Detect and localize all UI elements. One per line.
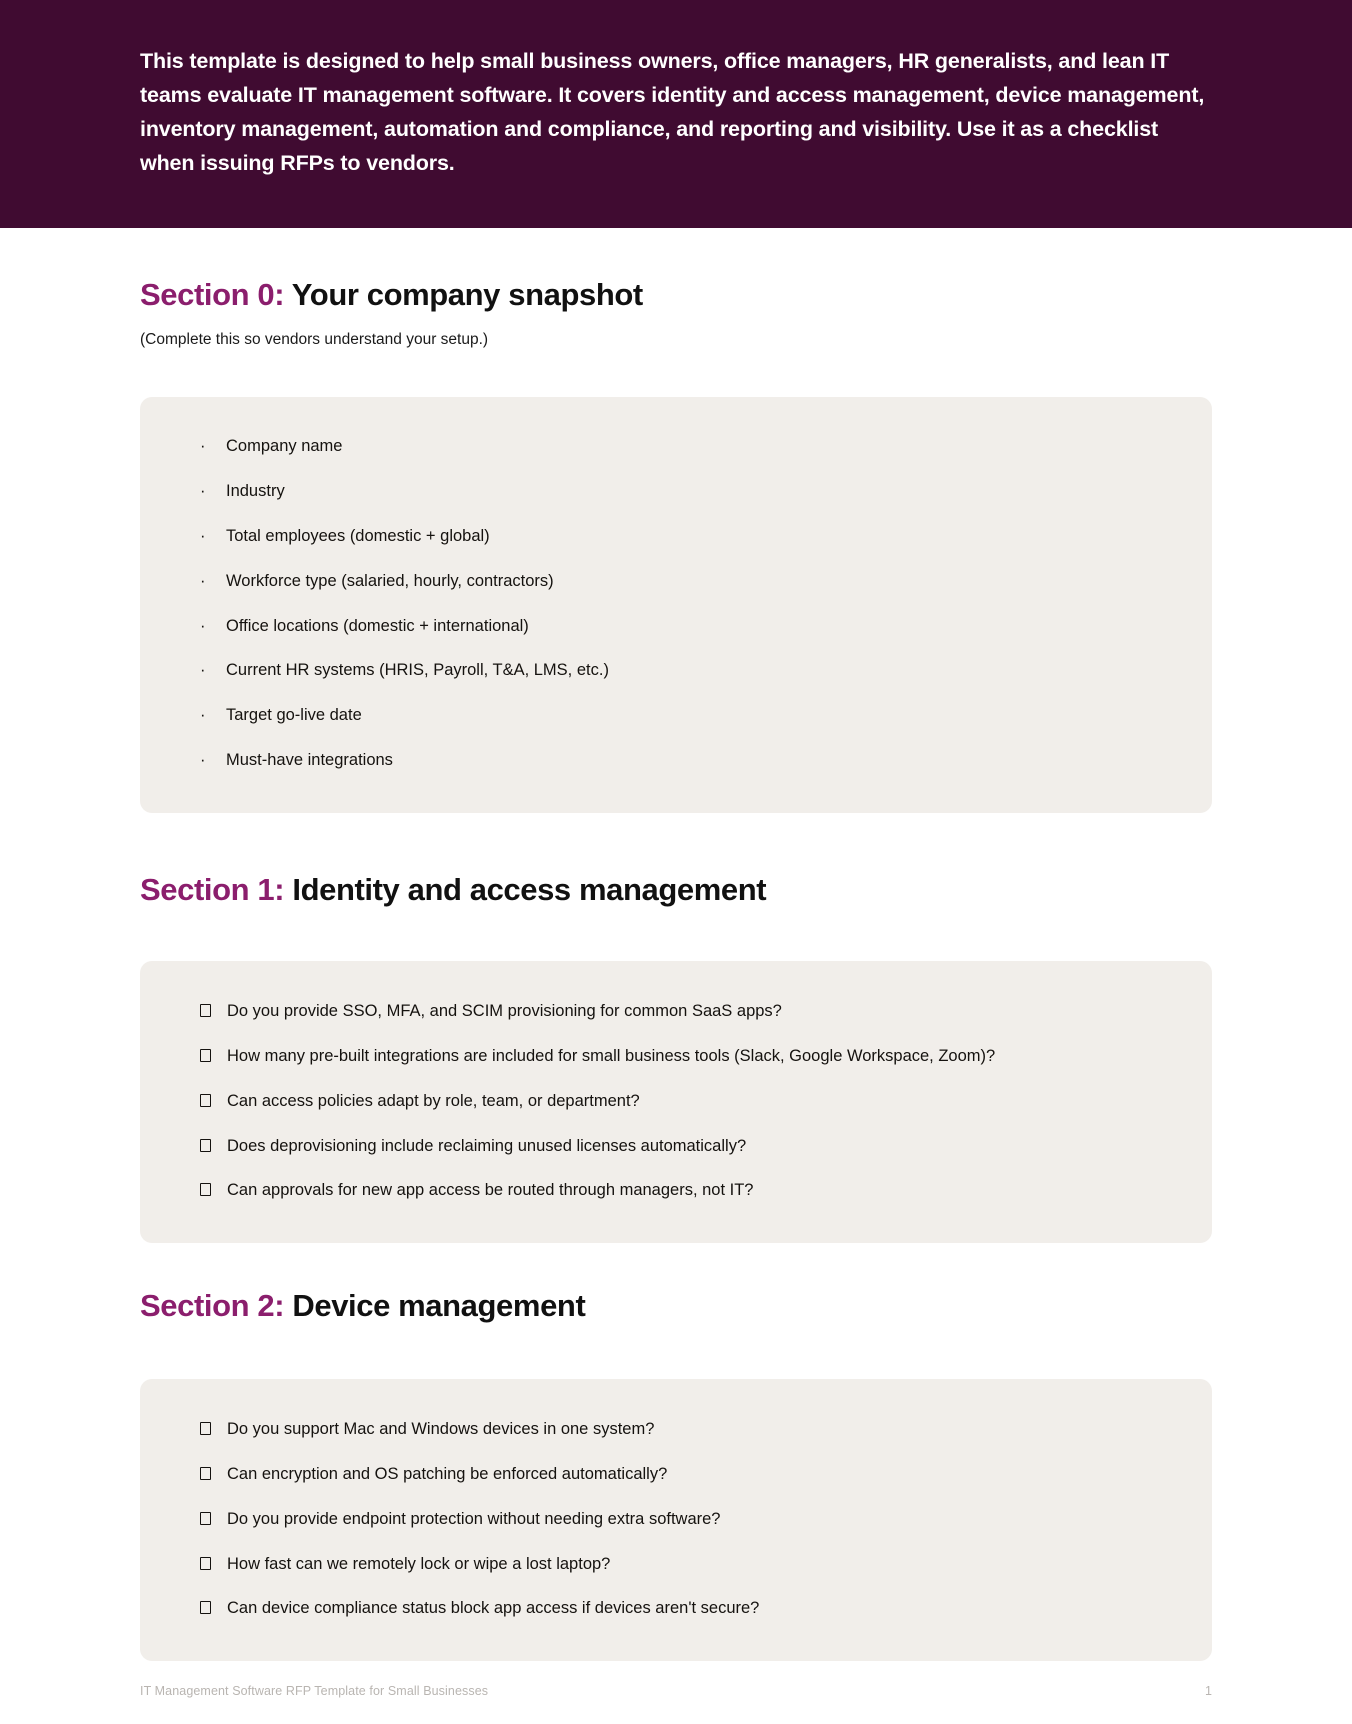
bullet-icon: ·: [200, 706, 206, 725]
checklist-item[interactable]: [200, 1462, 1152, 1487]
list-item: [200, 480, 1152, 504]
document-body: [0, 276, 1352, 1661]
checklist-item-label: Can device compliance status block app access if devices aren't secure?: [227, 1599, 760, 1618]
section-2-card: [140, 1379, 1212, 1661]
checkbox-icon[interactable]: [200, 1004, 211, 1017]
bullet-icon: ·: [200, 661, 206, 680]
footer-document-title: IT Management Software RFP Template for Small Businesses: [140, 1684, 489, 1698]
bullet-icon: ·: [200, 751, 206, 770]
checkbox-icon[interactable]: [200, 1557, 211, 1570]
checkbox-icon[interactable]: [200, 1183, 211, 1196]
checklist-item-label: Do you support Mac and Windows devices in one system?: [227, 1420, 655, 1439]
checklist-item-label: Do you provide SSO, MFA, and SCIM provisioning for common SaaS apps?: [227, 1002, 782, 1021]
checkbox-icon[interactable]: [200, 1512, 211, 1525]
section-0-title: Your company snapshot: [284, 277, 643, 312]
section-0-card: [140, 397, 1212, 813]
checklist-item[interactable]: [200, 1552, 1152, 1577]
section-2: [140, 1287, 1212, 1661]
bullet-icon: ·: [200, 481, 206, 500]
list-item: [200, 704, 1152, 728]
list-item-label: Total employees (domestic + global): [226, 526, 490, 545]
list-item-label: Company name: [226, 436, 343, 455]
checklist-item-label: Do you provide endpoint protection without needing extra software?: [227, 1509, 721, 1528]
section-2-number: Section 2:: [140, 1288, 285, 1324]
section-1-heading: [140, 871, 1212, 908]
footer-page-number: 1: [1204, 1684, 1212, 1698]
list-item-label: Must-have integrations: [226, 751, 393, 770]
checklist-item[interactable]: [200, 999, 1152, 1024]
section-1-card: [140, 961, 1212, 1243]
page-footer: [140, 1684, 1212, 1698]
list-item-label: Workforce type (salaried, hourly, contractors): [226, 571, 554, 590]
checklist-item-label: Can encryption and OS patching be enforced automatically?: [227, 1465, 668, 1484]
section-1-number: Section 1:: [140, 872, 285, 908]
list-item-label: Current HR systems (HRIS, Payroll, T&A, LMS, etc.): [226, 661, 609, 680]
section-2-heading: [140, 1287, 1212, 1324]
list-item: [200, 749, 1152, 773]
checkbox-icon[interactable]: [200, 1422, 211, 1435]
section-1-title: Identity and access management: [284, 872, 767, 908]
section-0-number: Section 0:: [140, 277, 285, 312]
checklist-item-label: Does deprovisioning include reclaiming unused licenses automatically?: [227, 1136, 747, 1155]
checklist-item[interactable]: [200, 1417, 1152, 1442]
list-item: [200, 570, 1152, 594]
header-banner: [0, 0, 1352, 228]
checkbox-icon[interactable]: [200, 1601, 211, 1614]
checkbox-icon[interactable]: [200, 1094, 211, 1107]
checklist-item[interactable]: [200, 1178, 1152, 1203]
list-item: [200, 435, 1152, 459]
section-0: [140, 276, 1212, 813]
section-2-title: Device management: [284, 1288, 586, 1324]
list-item: [200, 525, 1152, 549]
bullet-icon: ·: [200, 616, 206, 635]
list-item-label: Office locations (domestic + international): [226, 616, 529, 635]
device-management-checklist: [200, 1417, 1152, 1621]
identity-access-checklist: [200, 999, 1152, 1203]
checklist-item[interactable]: [200, 1134, 1152, 1159]
checklist-item-label: How many pre-built integrations are included for small business tools (Slack, Google Workspace, Zoom)?: [227, 1047, 996, 1066]
company-snapshot-list: [200, 435, 1152, 773]
checkbox-icon[interactable]: [200, 1049, 211, 1062]
checkbox-icon[interactable]: [200, 1467, 211, 1480]
list-item: [200, 615, 1152, 639]
bullet-icon: ·: [200, 436, 206, 455]
checklist-item-label: Can access policies adapt by role, team, or department?: [227, 1091, 640, 1110]
checkbox-icon[interactable]: [200, 1139, 211, 1152]
section-0-heading: [140, 276, 1212, 313]
section-1: [140, 871, 1212, 1243]
bullet-icon: ·: [200, 571, 206, 590]
list-item: [200, 659, 1152, 683]
checklist-item-label: How fast can we remotely lock or wipe a lost laptop?: [227, 1554, 611, 1573]
bullet-icon: ·: [200, 526, 206, 545]
list-item-label: Target go-live date: [226, 706, 362, 725]
checklist-item[interactable]: [200, 1044, 1152, 1069]
list-item-label: Industry: [226, 481, 285, 500]
section-0-note: (Complete this so vendors understand your setup.): [140, 331, 489, 349]
checklist-item[interactable]: [200, 1089, 1152, 1114]
checklist-item-label: Can approvals for new app access be routed through managers, not IT?: [227, 1181, 754, 1200]
checklist-item[interactable]: [200, 1596, 1152, 1621]
intro-paragraph: This template is designed to help small business owners, office managers, HR generalists, and lean IT teams evaluate IT management software. It covers identity and access management, device management, inventory management, automation and compliance, and reporting and visibility. Use it as a checklist when issuing RFPs to vendors.: [140, 49, 1205, 175]
checklist-item[interactable]: [200, 1507, 1152, 1532]
